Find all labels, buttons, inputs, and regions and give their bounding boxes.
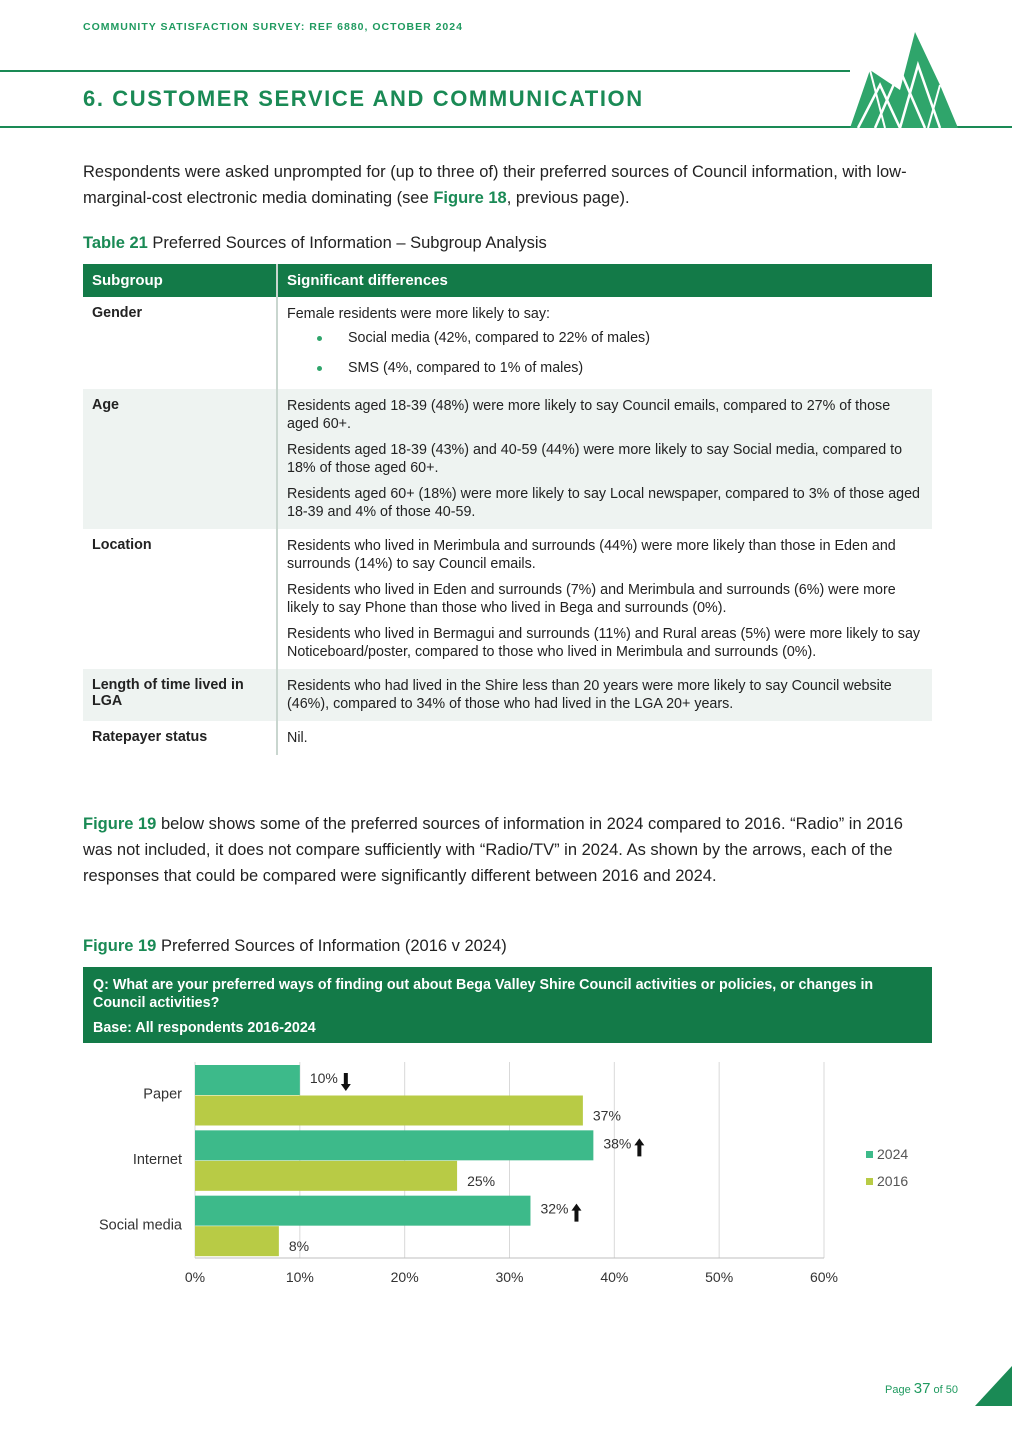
figure-19-link[interactable]: Figure 19	[83, 815, 157, 833]
ratepayer-para: Nil.	[287, 730, 308, 746]
list-item: SMS (4%, compared to 1% of males)	[287, 359, 923, 377]
page-total: of 50	[930, 1384, 958, 1396]
question-text: Q: What are your preferred ways of finding out about Bega Valley Shire Council activities or policies, or changes in Council activities?	[93, 977, 874, 1011]
page-footer	[885, 1380, 958, 1397]
figure-19-title: Preferred Sources of Information (2016 v 2024)	[156, 937, 507, 955]
x-tick-label: 0%	[184, 1269, 206, 1285]
gender-bullet-list	[287, 329, 923, 377]
table-row-gender	[83, 297, 932, 389]
location-para-2: Residents who lived in Eden and surrounds (7%) and Merimbula and surrounds (6%) were more likely to say Phone than those who lived in Bega and surrounds (0%).	[287, 582, 896, 616]
legend-swatch	[866, 1151, 873, 1158]
significance-arrow-down-icon	[341, 1073, 351, 1091]
figure-18-link[interactable]: Figure 18	[433, 189, 507, 207]
category-label: Social media	[98, 1217, 182, 1234]
length-para: Residents who had lived in the Shire less than 20 years were more likely to say Council website (46%), compared to 34% of those who had lived in the LGA 20+ years.	[287, 678, 892, 712]
category-label: Paper	[143, 1086, 182, 1103]
location-para-1: Residents who lived in Merimbula and surrounds (44%) were more likely than those in Eden and surrounds (14%) to say Council emails.	[287, 538, 896, 572]
table-row-location	[83, 529, 932, 669]
intro-text-a: Respondents were asked unprompted for (up to three of) their preferred sources of Council information, with low-marginal-cost electronic media dominating (see	[83, 163, 907, 207]
table-row-ratepayer	[83, 721, 932, 755]
subgroup-table	[83, 264, 932, 755]
bar-2016	[195, 1161, 457, 1191]
subgroup-ratepayer: Ratepayer status	[83, 721, 277, 755]
data-label: 38%	[603, 1135, 632, 1152]
subgroup-age: Age	[83, 389, 277, 529]
intro-paragraph	[83, 159, 913, 211]
age-para-1: Residents aged 18-39 (48%) were more likely to say Council emails, compared to 27% of those aged 60+.	[287, 398, 891, 432]
differences-age	[277, 389, 932, 529]
header-top-rule	[0, 70, 850, 72]
table-row-age	[83, 389, 932, 529]
subgroup-length: Length of time lived in LGA	[83, 669, 277, 721]
section-title: 6. CUSTOMER SERVICE AND COMMUNICATION	[83, 86, 644, 111]
bar-2024	[195, 1130, 593, 1160]
council-logo	[840, 30, 960, 130]
subgroup-location: Location	[83, 529, 277, 669]
data-label: 37%	[592, 1107, 621, 1124]
col-header-differences: Significant differences	[277, 264, 932, 297]
figure-19-label: Figure 19	[83, 937, 157, 955]
differences-gender	[277, 297, 932, 389]
figure-19-paragraph	[83, 811, 923, 889]
figure-19-text: below shows some of the preferred sources of information in 2024 compared to 2016. “Radio” in 2016 was not included, it does not compare sufficiently with “Radio/TV” in 2024. As shown by the arrows, each of the responses that could be compared were significantly different between 2016 and 2024.	[83, 815, 903, 885]
survey-reference: COMMUNITY SATISFACTION SURVEY: REF 6880, OCTOBER 2024	[83, 21, 463, 33]
col-header-subgroup: Subgroup	[83, 264, 277, 297]
page-label: Page	[885, 1384, 914, 1396]
legend-swatch	[866, 1178, 873, 1185]
data-label: 32%	[540, 1200, 569, 1217]
base-text: Base: All respondents 2016-2024	[93, 1020, 316, 1036]
table-21-title: Preferred Sources of Information – Subgroup Analysis	[147, 234, 547, 252]
differences-ratepayer	[277, 721, 932, 755]
x-tick-label: 60%	[809, 1269, 839, 1285]
question-box	[83, 967, 932, 1043]
table-header-row	[83, 264, 932, 297]
category-label: Internet	[132, 1152, 182, 1168]
table-row-length	[83, 669, 932, 721]
x-tick-label: 50%	[705, 1269, 734, 1285]
preferred-sources-chart	[83, 1050, 932, 1300]
location-para-3: Residents who lived in Bermagui and surrounds (11%) and Rural areas (5%) were more likely to say Noticeboard/poster, compared to those who lived in Merimbula and surrounds (0%).	[287, 626, 921, 660]
differences-location	[277, 529, 932, 669]
gender-intro: Female residents were more likely to say:	[287, 306, 550, 322]
footer-corner-triangle	[975, 1366, 1012, 1406]
significance-arrow-up-icon	[634, 1138, 644, 1156]
bar-2024	[195, 1065, 300, 1095]
legend-label: 2024	[877, 1146, 909, 1162]
subgroup-gender: Gender	[83, 297, 277, 389]
data-label: 8%	[288, 1238, 310, 1255]
x-tick-label: 10%	[285, 1269, 314, 1285]
page-number: 37	[913, 1380, 931, 1397]
x-tick-label: 30%	[495, 1269, 524, 1285]
intro-text-b: , previous page).	[506, 189, 630, 207]
differences-length	[277, 669, 932, 721]
bar-2024	[195, 1196, 530, 1226]
figure-19-caption	[83, 937, 507, 956]
bar-2016	[195, 1226, 279, 1256]
list-item: Social media (42%, compared to 22% of males)	[287, 329, 923, 347]
x-tick-label: 40%	[600, 1269, 629, 1285]
x-tick-label: 20%	[390, 1269, 419, 1285]
data-label: 10%	[309, 1070, 338, 1086]
legend-label: 2016	[877, 1173, 909, 1189]
age-para-3: Residents aged 60+ (18%) were more likely to say Local newspaper, compared to 3% of those aged 18-39 and 4% of those 40-59.	[287, 486, 921, 520]
significance-arrow-up-icon	[571, 1204, 581, 1222]
table-21-caption	[83, 234, 547, 253]
table-21-label: Table 21	[83, 234, 148, 252]
data-label: 25%	[467, 1172, 496, 1189]
age-para-2: Residents aged 18-39 (43%) and 40-59 (44%) were more likely to say Social media, compared to 18% of those aged 60+.	[287, 442, 903, 476]
bar-2016	[195, 1096, 583, 1126]
